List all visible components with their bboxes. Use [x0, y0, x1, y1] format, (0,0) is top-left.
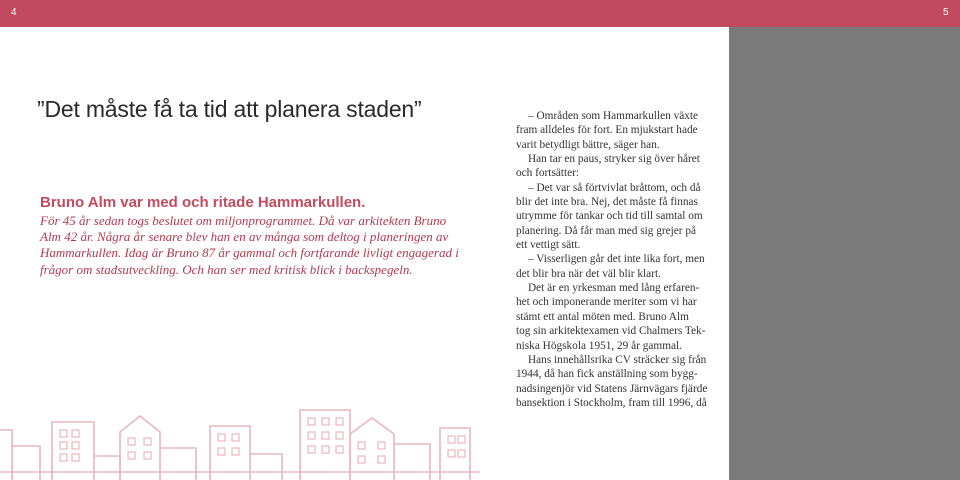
top-bar	[0, 0, 960, 27]
body-line: varit betydligt bättre, säger han.	[516, 138, 660, 151]
body-line: het och imponerande meriter som vi har	[516, 296, 697, 309]
body-line: Det är en yrkesman med lång erfaren-	[528, 282, 700, 295]
body-line: stämt ett antal möten med. Bruno Alm	[516, 310, 689, 323]
page-number-right: 5	[943, 7, 949, 18]
body-line: – Visserligen går det inte lika fort, men	[528, 253, 705, 266]
body-text-column	[516, 109, 710, 410]
ingress-line: frågor om stadsutveckling. Och han ser med kritisk blick i backspegeln.	[40, 261, 413, 277]
gray-side-panel	[729, 27, 960, 480]
body-line: planering. Då får man med sig grejer på	[516, 224, 697, 237]
city-skyline-illustration	[0, 404, 484, 480]
body-line: tog sin arkitektexamen vid Chalmers Tek-	[516, 325, 706, 338]
headline: ”Det måste få ta tid att planera staden”	[37, 96, 422, 122]
subheading: Bruno Alm var med och ritade Hammarkullen.	[40, 194, 366, 211]
body-line: – Områden som Hammarkullen växte	[528, 110, 699, 122]
body-line: utrymme för tankar och tid till samtal om	[516, 210, 703, 223]
body-line: Hans innehållsrika CV sträcker sig från	[528, 353, 707, 366]
body-line: ett vettigt sätt.	[516, 239, 581, 252]
body-line: Han tar en paus, stryker sig över håret	[528, 153, 700, 166]
body-line: – Det var så förtvivlat bråttom, och då	[528, 181, 701, 194]
body-line: bansektion i Stockholm, fram till 1996, då	[516, 396, 707, 409]
ingress-line: Alm 42 år. Några år senare blev han en av många som deltog i planeringen av	[40, 229, 449, 245]
body-line: niska Högskola 1951, 29 år gammal.	[516, 339, 682, 352]
body-line: det blir bra när det väl blir klart.	[516, 267, 661, 280]
body-line: nadsingenjör vid Statens Järnvägars fjärde	[516, 382, 708, 395]
ingress-line: För 45 år sedan togs beslutet om miljonprogrammet. Då var arkitekten Bruno	[40, 213, 447, 228]
body-line: blir det inte bra. Nej, det måste få finnas	[516, 196, 698, 209]
body-line: 1944, då han fick anställning som bygg-	[516, 368, 698, 381]
body-line: fram alldeles för fort. En mjukstart hade	[516, 124, 698, 137]
ingress-text	[40, 213, 460, 278]
body-line: och fortsätter:	[516, 167, 580, 180]
page-number-left: 4	[11, 7, 17, 18]
ingress-line: Hammarkullen. Idag är Bruno 87 år gammal och fortfarande livligt engagerad i	[40, 245, 459, 261]
